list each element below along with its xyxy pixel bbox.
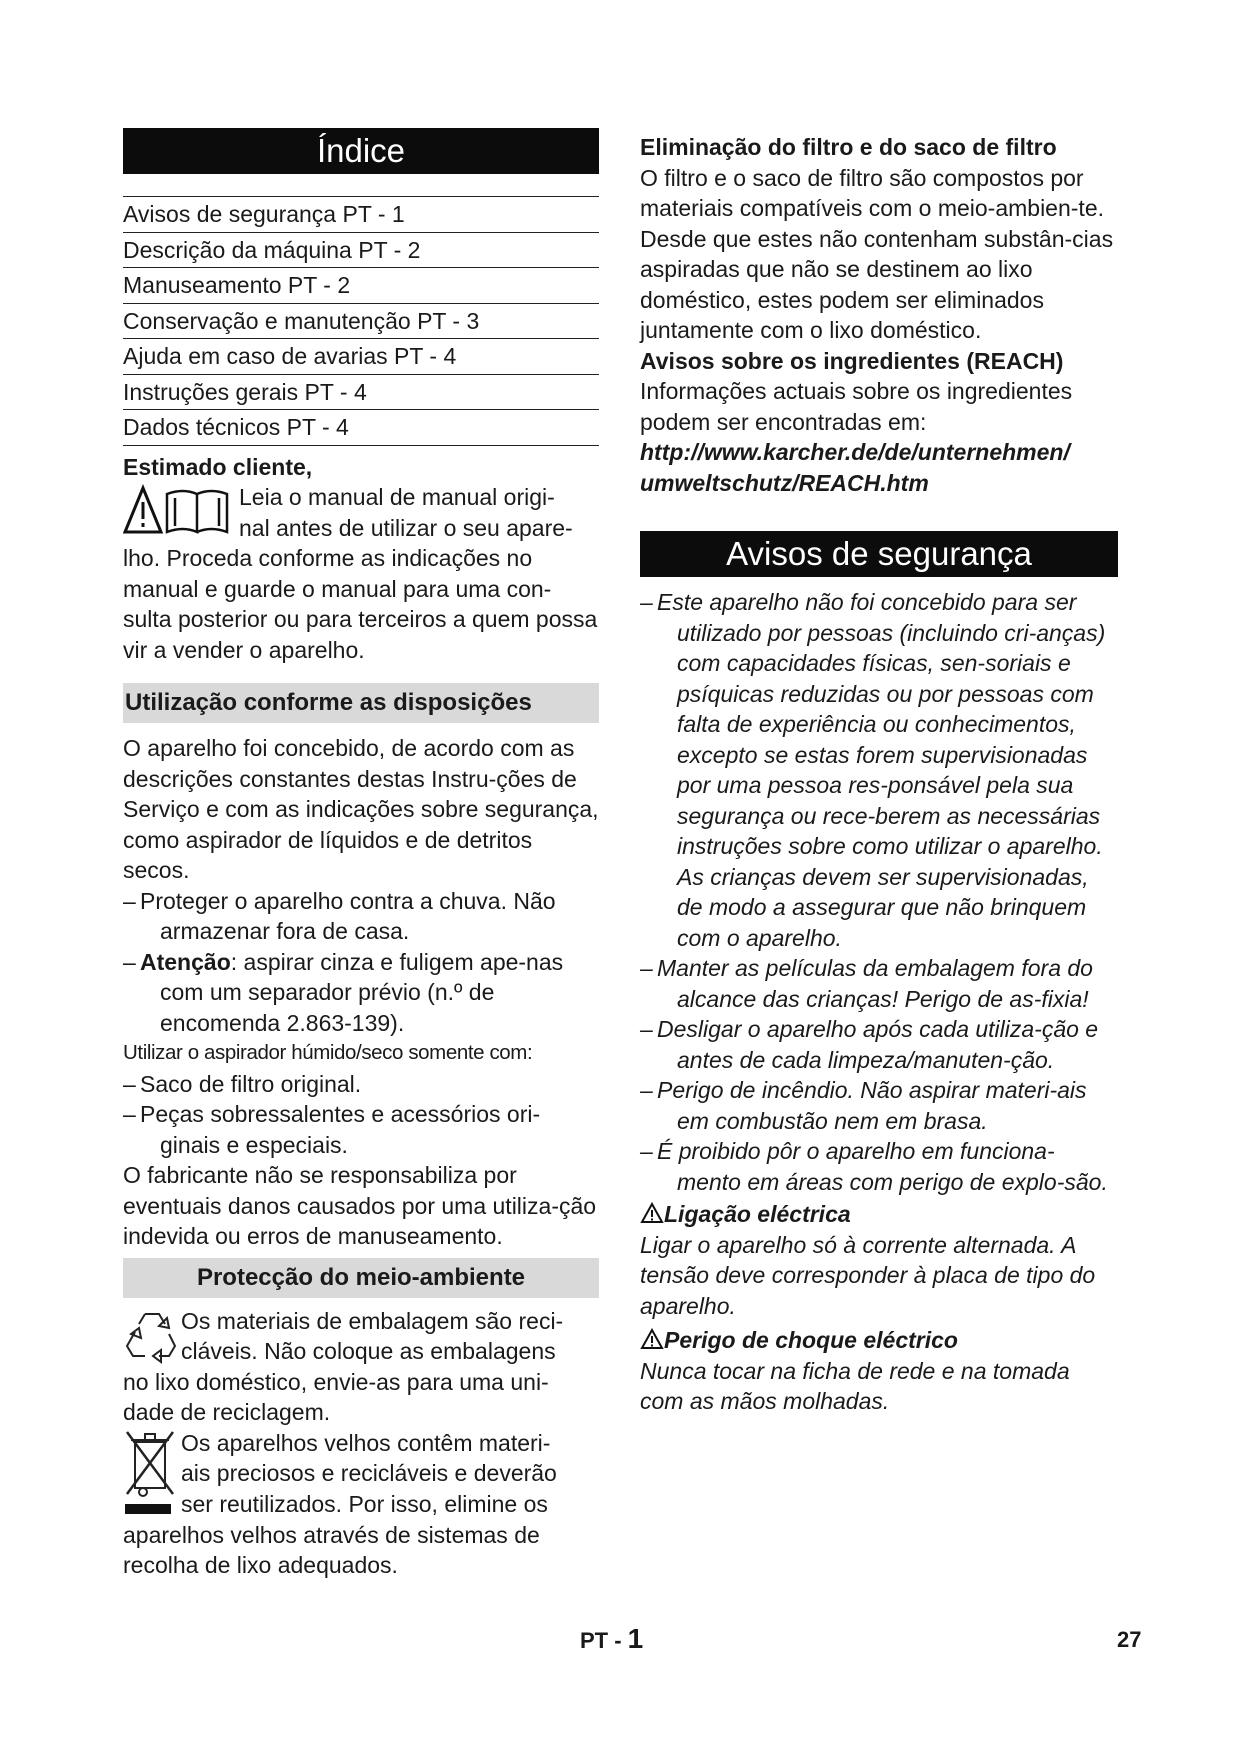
dash-marker: – (640, 955, 653, 981)
toc-item[interactable]: Manuseamento PT - 2 (123, 267, 599, 303)
toc-item[interactable]: Descrição da máquina PT - 2 (123, 232, 599, 268)
env-text-line-a: Os materiais de embalagem são reci- (181, 1307, 564, 1334)
list-item: – Desligar o aparelho após cada utiliza-ção e antes de cada limpeza/manuten-ção. (640, 1014, 1118, 1075)
intro-line-b: nal antes de utilizar o seu apare- (239, 514, 573, 541)
greeting: Estimado cliente, (123, 453, 313, 480)
weee-text-line-c: ser reutilizados. Por isso, elimine os (181, 1490, 548, 1517)
reach-url-line-2[interactable]: umweltschutz/REACH.htm (640, 469, 929, 496)
electric-text: Ligar o aparelho só à corrente alternada. A tensão deve corresponder à placa de tipo do aparelho. (640, 1231, 1096, 1319)
intro-line-a: Leia o manual de manual origi- (239, 484, 555, 510)
warning-manual-icon (123, 482, 237, 540)
filter-text-1: O filtro e o saco de filtro são compostos por materiais compatíveis com o meio-ambien-te. (640, 164, 1104, 221)
intro-block (123, 482, 599, 543)
dash-marker: – (640, 1077, 653, 1103)
reach-url-line-1[interactable]: http://www.karcher.de/de/unternehmen/ (640, 439, 1070, 465)
warning-triangle-icon (640, 1328, 664, 1350)
dash-marker: – (640, 589, 653, 615)
weee-block (123, 1428, 599, 1520)
dash-marker: – (640, 1138, 653, 1164)
page-number: 27 (1117, 1627, 1142, 1652)
right-column (640, 128, 1118, 1417)
toc-item[interactable]: Ajuda em caso de avarias PT - 4 (123, 338, 599, 374)
reach-text: Informações actuais sobre os ingredientes podem ser encontradas em: (640, 378, 1073, 435)
list-item: – Este aparelho não foi concebido para ser utilizado por pessoas (incluindo cri-anças) com capacidades físicas, sen-soriais e psíquicas reduzidas ou por pessoas com falta de experiência ou conhecimentos, excepto se estas forem supervisionadas por uma pessoa res-ponsável pela sua segurança ou rece-berem as necessárias instruções sobre como utilizar o aparelho. As crianças devem ser supervisionadas, de modo a assegurar que não brinquem com o aparelho. (640, 587, 1118, 953)
intended-use-text: O aparelho foi concebido, de acordo com as descrições constantes destas Instru-ções de Serviço e com as indicações sobre segurança, como aspirador de líquidos e de detritos secos. (123, 735, 599, 883)
toc-item[interactable]: Instruções gerais PT - 4 (123, 374, 599, 410)
recycling-icon (123, 1306, 181, 1366)
list-item: – Manter as películas da embalagem fora do alcance das crianças! Perigo de as-fixia! (640, 953, 1118, 1014)
dash-marker: – (123, 948, 136, 975)
weee-text-line-b: ais preciosos e recicláveis e deverão (181, 1460, 557, 1486)
section-heading-environment: Protecção do meio-ambiente (123, 1258, 599, 1298)
left-column (123, 128, 599, 1581)
index-title: Índice (123, 128, 599, 174)
dash-marker: – (123, 887, 136, 914)
dash-marker: – (640, 1016, 653, 1042)
filter-heading: Eliminação do filtro e do saco de filtro (640, 134, 1057, 160)
toc-item[interactable]: Avisos de segurança PT - 1 (123, 196, 599, 232)
list-item: – Atenção: aspirar cinza e fuligem ape-nas com um separador prévio (n.º de encomenda 2.863-139). (123, 947, 599, 1039)
attention-label: Atenção (140, 948, 231, 975)
list-item: – Peças sobressalentes e acessórios ori-ginais e especiais. (123, 1099, 599, 1160)
toc-item[interactable]: Dados técnicos PT - 4 (123, 409, 599, 446)
shock-text: Nunca tocar na ficha de rede e na tomada com as mãos molhadas. (640, 1357, 1070, 1414)
dash-marker: – (123, 1101, 136, 1127)
section-page-label: PT - 1 (580, 1623, 644, 1654)
warning-triangle-icon (640, 1202, 664, 1224)
intro-text: lho. Proceda conforme as indicações no manual e guarde o manual para uma con-sulta posterior ou para terceiros a quem possa vir a vender o aparelho. (123, 545, 598, 663)
electric-heading: Ligação eléctrica (640, 1199, 1118, 1230)
env-text-line-b: cláveis. Não coloque as embalagens (181, 1338, 556, 1364)
disclaimer-text: O fabricante não se responsabiliza por eventuais danos causados por uma utiliza-ção indevida ou erros de manuseamento. (123, 1162, 597, 1249)
dash-marker: – (123, 1070, 136, 1097)
safety-title: Avisos de segurança (640, 531, 1118, 577)
env-text: no lixo doméstico, envie-as para uma uni-dade de reciclagem. (123, 1368, 549, 1425)
recycling-block (123, 1306, 599, 1367)
toc-item[interactable]: Conservação e manutenção PT - 3 (123, 303, 599, 339)
weee-text: aparelhos velhos através de sistemas de recolha de lixo adequados. (123, 1521, 540, 1578)
list-item: – Proteger o aparelho contra a chuva. Não armazenar fora de casa. (123, 886, 599, 947)
filter-text-2: Desde que estes não contenham substân-cias aspiradas que não se destinem ao lixo doméstico, estes podem ser eliminados juntamente com o lixo doméstico. (640, 225, 1114, 343)
weee-text-line-a: Os aparelhos velhos contêm materi- (181, 1429, 551, 1456)
reach-heading: Avisos sobre os ingredientes (REACH) (640, 347, 1064, 374)
safety-list (640, 587, 1118, 1197)
shock-heading: Perigo de choque eléctrico (640, 1325, 1118, 1356)
table-of-contents (123, 196, 599, 446)
crossed-out-bin-icon (123, 1428, 181, 1520)
list-item: – Saco de filtro original. (123, 1069, 599, 1100)
list-item: – Perigo de incêndio. Não aspirar materi-ais em combustão nem em brasa. (640, 1075, 1118, 1136)
usage-note: Utilizar o aspirador húmido/seco somente com: (123, 1041, 533, 1064)
section-heading-intended-use: Utilização conforme as disposições (123, 683, 599, 723)
list-item: – É proibido pôr o aparelho em funciona-mento em áreas com perigo de explo-são. (640, 1136, 1118, 1197)
